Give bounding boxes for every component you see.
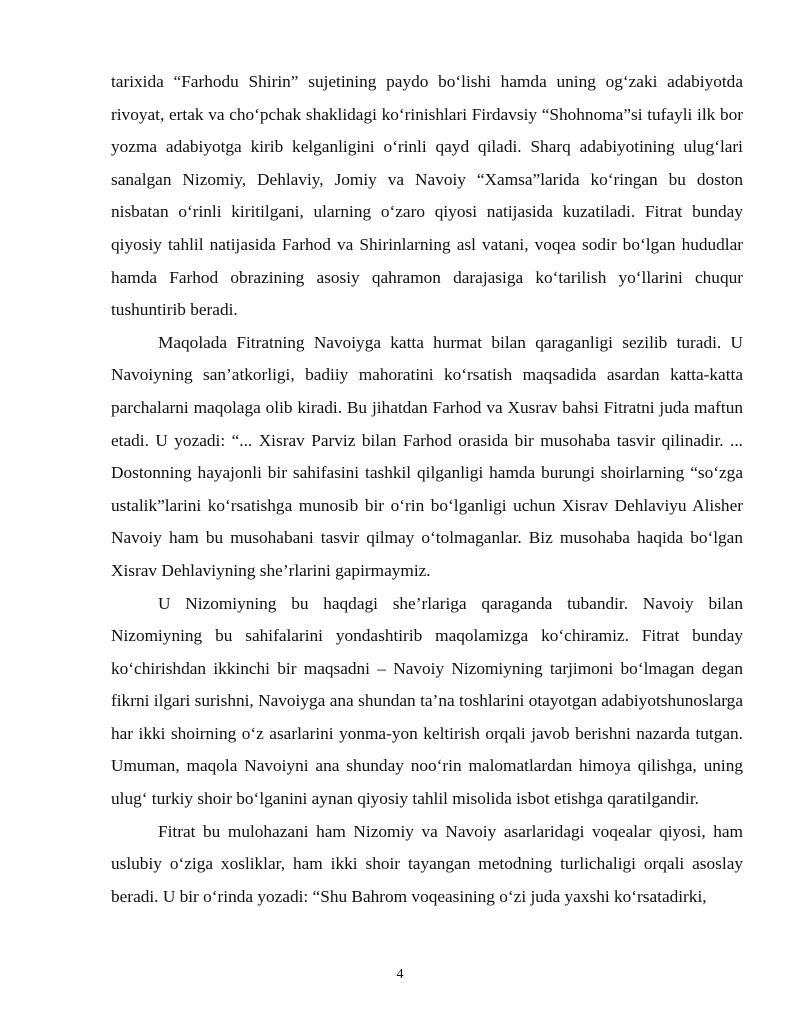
paragraph-3: U Nizomiyning bu haqdagi she’rlariga qaraganda tubandir. Navoiy bilan Nizomiyning bu sahifalarini yondashtirib maqolamizga ko‘chiramiz. Fitrat bunday ko‘chirishdan ikkinchi bir maqsadni – Navoiy Nizomiyning tarjimoni bo‘lmagan degan fikrni ilgari surishni, Navoiyga ana shundan ta’na toshlarini otayotgan adabiyotshunoslarga har ikki shoirning o‘z asarlarini yonma-yon keltirish orqali javob berishni nazarda tutgan. Umuman, maqola Navoiyni ana shunday noo‘rin malomatlardan himoya qilishga, uning ulug‘ turkiy shoir bo‘lganini aynan qiyosiy tahlil misolida isbot etishga qaratilgandir. [111,593,743,809]
body-text [111,66,743,913]
paragraph-2: Maqolada Fitratning Navoiyga katta hurmat bilan qaraganligi sezilib turadi. U Navoiyning san’atkorligi, badiiy mahoratini ko‘rsatish maqsadida asardan katta-katta parchalarni maqolaga olib kiradi. Bu jihatdan Farhod va Xusrav bahsi Fitratni juda maftun etadi. U yozadi: “... Xisrav Parviz bilan Farhod orasida bir musohaba tasvir qilinadir. ... Dostonning hayajonli bir sahifasini tashkil qilganligi hamda burungi shoirlarning “so‘zga ustalik”larini ko‘rsatishga munosib bir o‘rin bo‘lganligi uchun Xisrav Dehlaviyu Alisher Navoiy ham bu musohabani tasvir qilmay o‘tolmaganlar. Biz musohaba haqida bo‘lgan Xisrav Dehlaviyning she’rlarini gapirmaymiz. [111,332,743,580]
page-number: 4 [396,967,404,982]
paragraph-4: Fitrat bu mulohazani ham Nizomiy va Navoiy asarlaridagi voqealar qiyosi, ham uslubiy o‘ziga xosliklar, ham ikki shoir tayangan metodning turlichaligi orqali asoslay beradi. U bir o‘rinda yozadi: “Shu Bahrom voqeasining o‘zi juda yaxshi ko‘rsatadirki, [111,821,743,906]
paragraph-1: tarixida “Farhodu Shirin” sujetining paydo bo‘lishi hamda uning og‘zaki adabiyotda rivoyat, ertak va cho‘pchak shaklidagi ko‘rinishlari Firdavsiy “Shohnoma”si tufayli ilk bor yozma adabiyotga kirib kelganligini o‘rinli qayd qiladi. Sharq adabiyotining ulug‘lari sanalgan Nizomiy, Dehlaviy, Jomiy va Navoiy “Xamsa”larida ko‘ringan bu doston nisbatan o‘rinli kiritilgani, ularning o‘zaro qiyosi natijasida kuzatiladi. Fitrat bunday qiyosiy tahlil natijasida Farhod va Shirinlarning asl vatani, voqea sodir bo‘lgan hududlar hamda Farhod obrazining asosiy qahramon darajasiga ko‘tarilish yo‘llarini chuqur tushuntirib beradi. [111,72,743,320]
